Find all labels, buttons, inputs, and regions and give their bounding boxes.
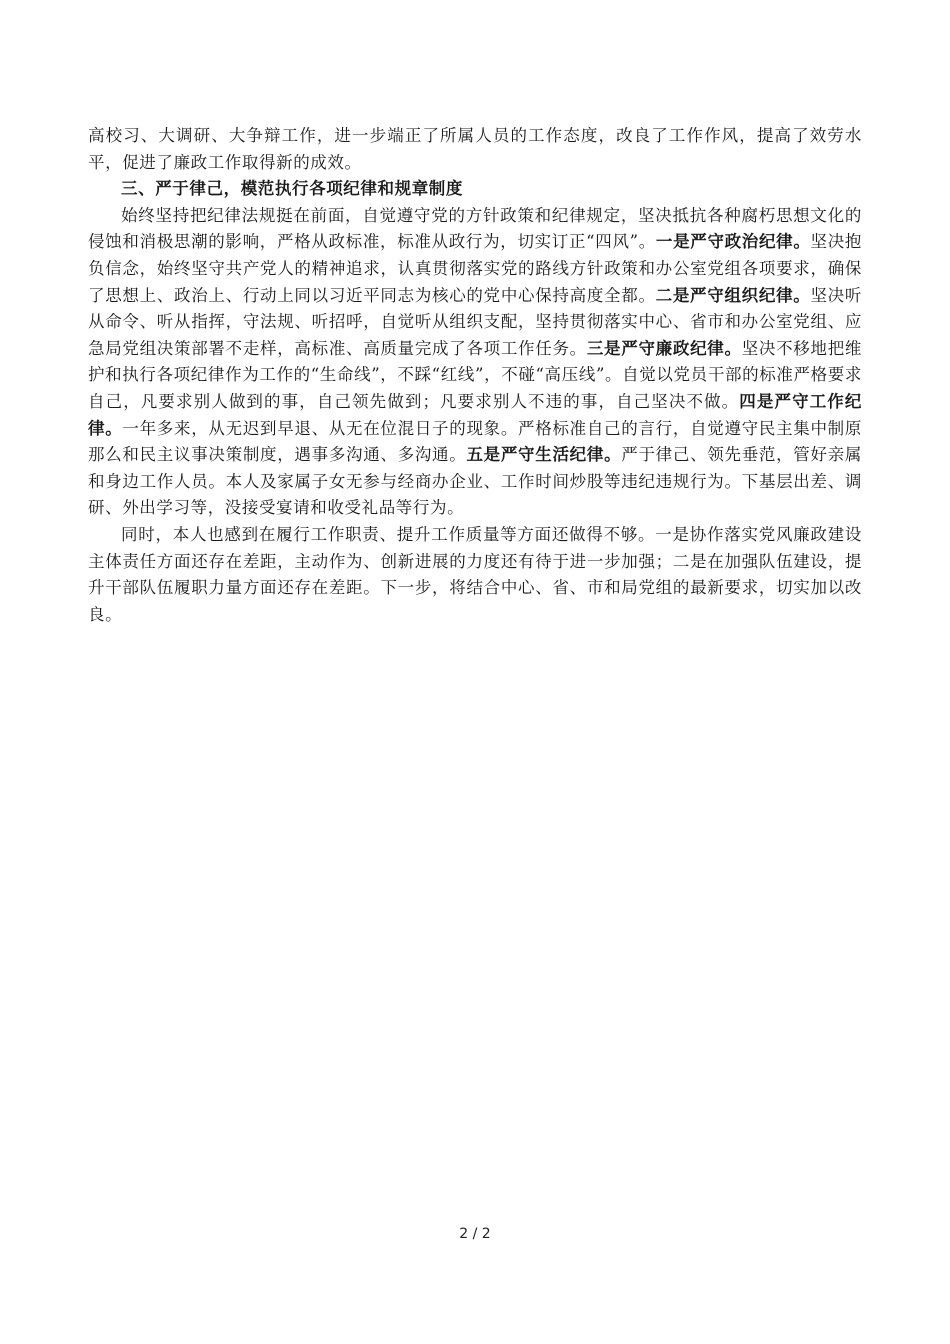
bold-point-organizational-discipline: 二是严守组织纪律。: [655, 285, 811, 305]
page-number: 2 / 2: [459, 1226, 491, 1242]
bold-point-political-discipline: 一是严守政治纪律。: [655, 232, 811, 252]
text-life-discipline: 严于律己、领先垂范，管好亲属和身边工作人员。本人及家属子女无参与经商办企业、工作时间炒股等违纪违规行为。下基层出差、调研、外出学习等，没接受宴请和收受礼品等行为。: [88, 445, 863, 518]
paragraph-continuation: 高校习、大调研、大争辩工作，进一步端正了所属人员的工作态度，改良了工作作风，提高了效劳水平，促进了廉政工作取得新的成效。: [88, 126, 862, 172]
text-work-discipline: 一年多来，从无迟到早退、从无在位混日子的现象。严格标准自己的言行，自觉遵守民主集中制原那么和民主议事决策制度，遇事多沟通、多沟通。: [88, 418, 862, 465]
text-integrity-discipline: 坚决不移地把维护和执行各项纪律作为工作的“生命线”，不踩“红线”，不碰“高压线”。自觉以党员干部的标准严格要求自己，凡要求别人做到的事，自己领先做到；凡要求别人不违的事，自己坚决不做。: [88, 338, 862, 411]
text-organizational-discipline: 坚决听从命令、听从指挥，守法规、听招呼，自觉听从组织支配，坚持贯彻落实中心、省市和办公室党组、应急局党组决策部署不走样，高标准、高质量完成了各项工作任务。: [88, 285, 862, 358]
bold-point-life-discipline: 五是严守生活纪律。: [466, 445, 622, 465]
section-heading-three: 三、严于律己，模范执行各项纪律和规章制度: [121, 179, 463, 199]
paragraph-discipline: [88, 203, 862, 522]
paragraph-intro: 始终坚持把纪律法规挺在前面，自觉遵守党的方针政策和纪律规定，坚决抵抗各种腐朽思想文化的侵蚀和消极思潮的影响，严格从政标准，标准从政行为，切实订正“四风”。: [88, 205, 862, 252]
bold-point-integrity-discipline: 三是严守廉政纪律。: [586, 338, 742, 358]
document-body: [88, 123, 862, 628]
paragraph-shortcomings: 同时，本人也感到在履行工作职责、提升工作质量等方面还做得不够。一是协作落实党风廉政建设主体责任方面还存在差距，主动作为、创新进展的力度还有待于进一步加强；二是在加强队伍建设，提升干部队伍履职力量方面还存在差距。下一步，将结合中心、省、市和局党组的最新要求，切实加以改良。: [88, 524, 862, 624]
bold-point-work-discipline: 四是严守工作纪律。: [88, 391, 862, 438]
text-political-discipline: 坚决抱负信念，始终坚守共产党人的精神追求，认真贯彻落实党的路线方针政策和办公室党组各项要求，确保了思想上、政治上、行动上同以习近平同志为核心的党中心保持高度全都。: [88, 232, 862, 305]
